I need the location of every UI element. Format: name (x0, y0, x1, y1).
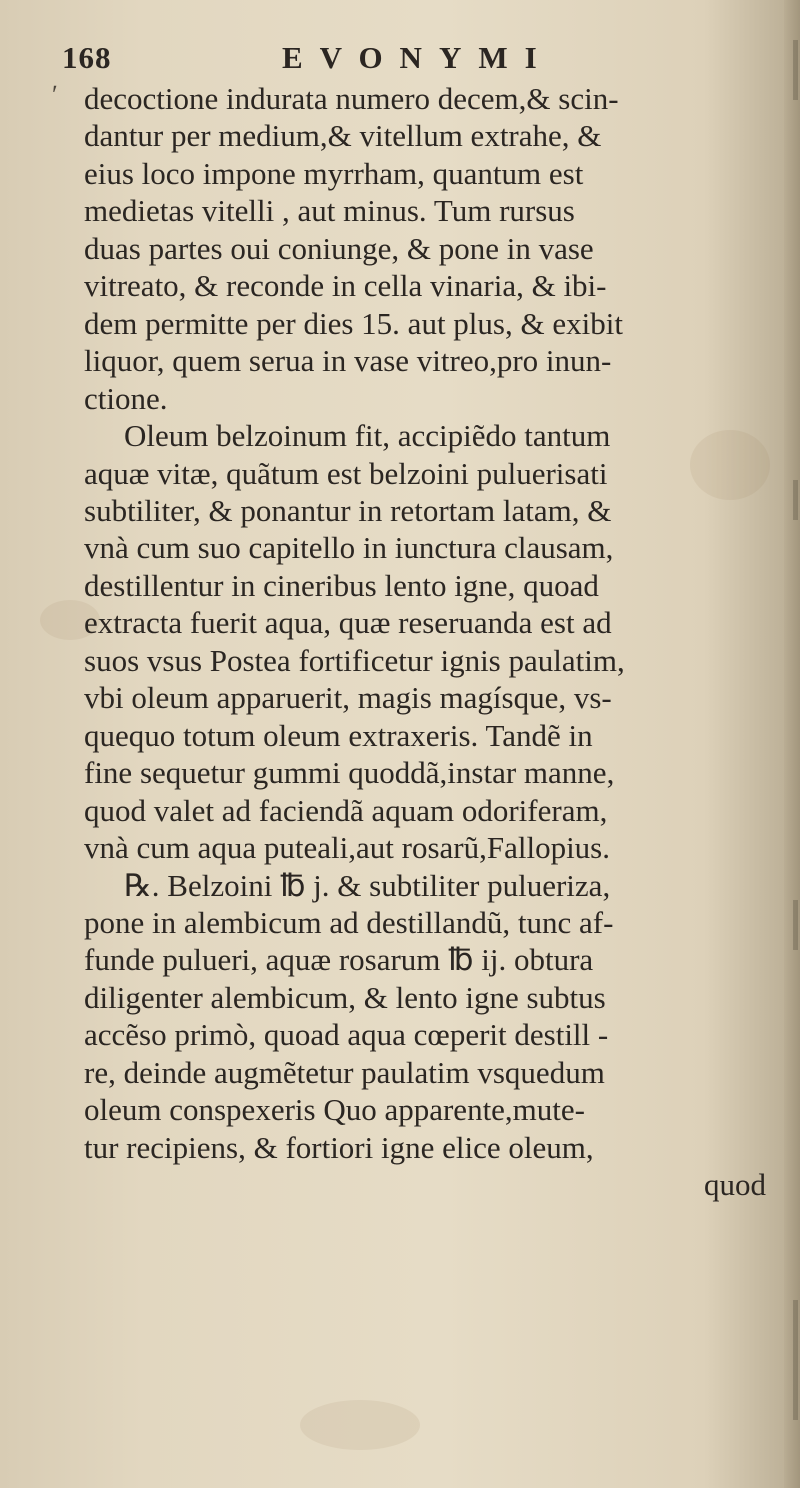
running-head: EVONYMI (282, 40, 554, 75)
text-line: diligenter alembicum, & lento igne subtus (84, 979, 606, 1015)
text-line: dantur per medium,& vitellum extrahe, & (84, 118, 602, 154)
text-line: liquor, quem serua in vase vitreo,pro inun- (84, 343, 612, 379)
page-edge-mark (793, 1300, 798, 1420)
text-line: tur recipiens, & fortiori igne elice oleum, (84, 1129, 594, 1165)
text-line: fine sequetur gummi quoddã,instar manne, (84, 755, 615, 791)
paragraph-start-line: Oleum belzoinum fit, accipiẽdo tantum (124, 418, 611, 454)
text-line: vbi oleum apparuerit, magis magísque, vs- (84, 680, 612, 716)
catchword: quod (704, 1167, 766, 1203)
margin-mark: ʹ (52, 80, 58, 109)
text-line: vitreato, & reconde in cella vinaria, & ibi- (84, 268, 607, 304)
text-line: oleum conspexeris Quo apparente,mute- (84, 1092, 585, 1128)
text-line: ctione. (84, 380, 168, 416)
text-line: aquæ vitæ, quãtum est belzoini puluerisati (84, 455, 608, 491)
text-line: eius loco impone myrrham, quantum est (84, 155, 584, 191)
text-line: extracta fuerit aqua, quæ reseruanda est ad (84, 605, 612, 641)
text-line: pone in alembicum ad destillandũ, tunc af- (84, 904, 614, 940)
text-line: re, deinde augmẽtetur paulatim vsquedum (84, 1054, 605, 1090)
text-line: accẽso primò, quoad aqua cœperit destill - (84, 1017, 609, 1053)
text-line: medietas vitelli , aut minus. Tum rursus (84, 193, 575, 229)
text-line: dem permitte per dies 15. aut plus, & exibit (84, 305, 623, 341)
paragraph-start-line: ℞. Belzoini ℔ j. & subtiliter pulueriza, (124, 867, 611, 903)
text-line: vnà cum suo capitello in iunctura clausam, (84, 530, 614, 566)
page-edge-mark (793, 900, 798, 950)
body-text (84, 80, 784, 1204)
text-line: funde pulueri, aquæ rosarum ℔ ij. obtura (84, 942, 594, 978)
paper-stain (300, 1400, 420, 1450)
text-line: quequo totum oleum extraxeris. Tandẽ in (84, 717, 593, 753)
text-line: vnà cum aqua puteali,aut rosarũ,Fallopius. (84, 830, 611, 866)
text-line: suos vsus Postea fortificetur ignis paulatim, (84, 642, 625, 678)
page-edge-mark (793, 40, 798, 100)
page-edge-mark (793, 480, 798, 520)
text-line: duas partes oui coniunge, & pone in vase (84, 230, 594, 266)
text-line: quod valet ad faciendã aquam odoriferam, (84, 792, 608, 828)
page-edge-shadow (784, 0, 800, 1488)
text-line: decoctione indurata numero decem,& scin- (84, 81, 619, 116)
text-line: subtiliter, & ponantur in retortam latam, & (84, 492, 612, 528)
page-number: 168 (62, 40, 112, 75)
text-line: destillentur in cineribus lento igne, quoad (84, 567, 599, 603)
